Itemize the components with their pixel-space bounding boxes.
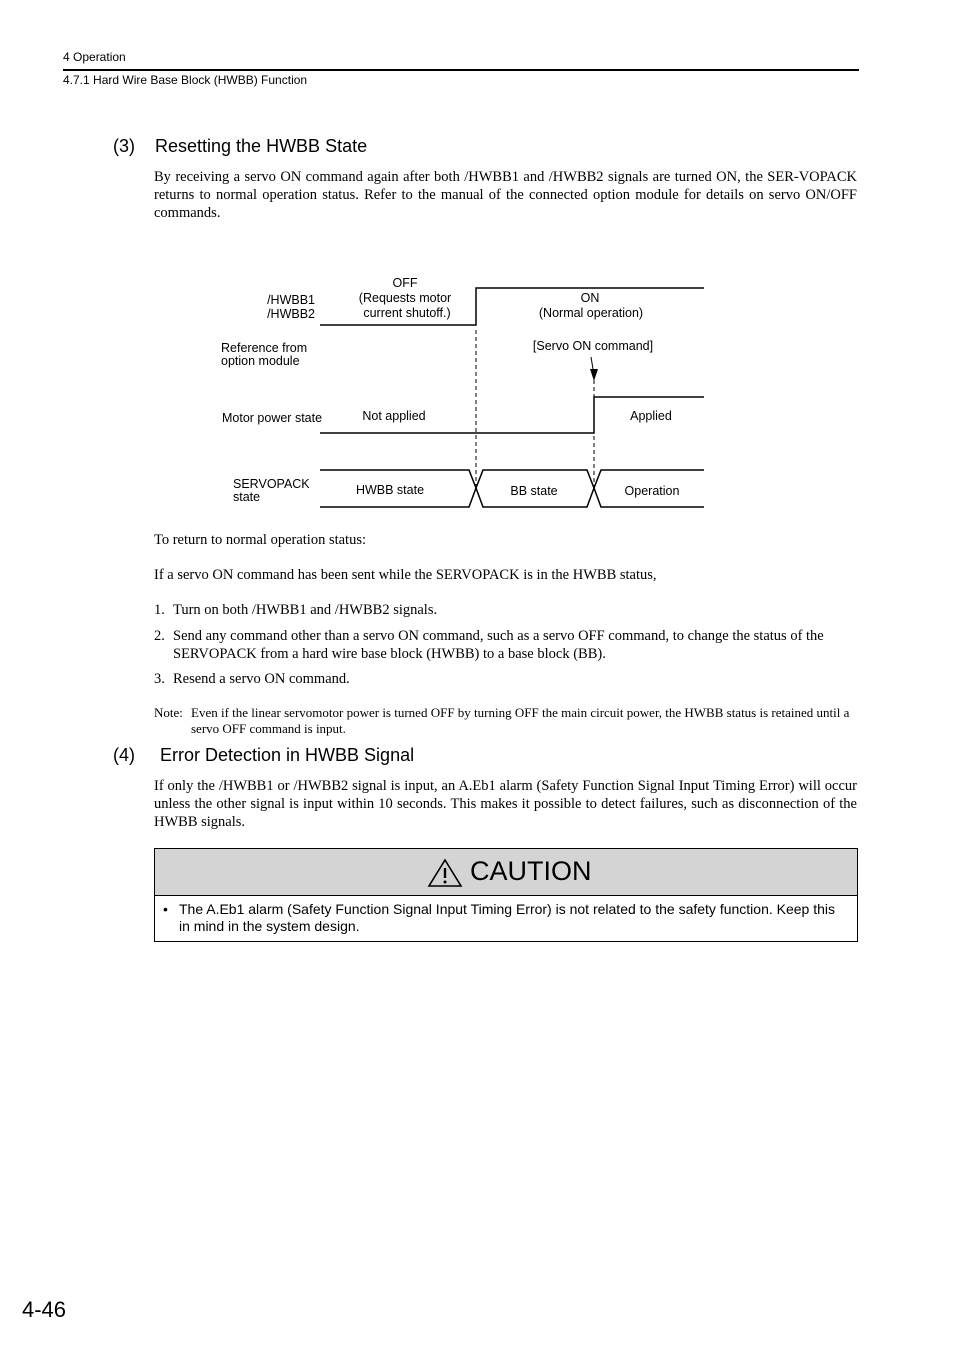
section-4-heading xyxy=(113,745,414,766)
list-item-text: Resend a servo ON command. xyxy=(173,671,350,687)
list-item-number: 1. xyxy=(154,602,165,618)
hwbb-state-label: HWBB state xyxy=(355,483,425,497)
servopack-label-1: SERVOPACK xyxy=(233,477,310,491)
note-text: Even if the linear servomotor power is turned OFF by turning OFF the main circuit power, the HWBB status is retained until a servo OFF command is input. xyxy=(191,705,850,736)
on-sub-label: (Normal operation) xyxy=(538,306,644,320)
servo-on-command-label: [Servo ON command] xyxy=(532,339,654,353)
section-4-title: Error Detection in HWBB Signal xyxy=(160,745,415,765)
timing-diagram xyxy=(0,0,954,540)
warning-triangle-icon xyxy=(427,858,463,888)
caution-header xyxy=(155,849,857,896)
servopack-label-2: state xyxy=(233,490,261,504)
motor-power-label: Motor power state xyxy=(222,411,323,425)
note-label: Note: xyxy=(154,705,183,720)
on-label: ON xyxy=(580,291,600,305)
section-4-number: (4) xyxy=(113,745,135,765)
list-item xyxy=(154,601,857,619)
caution-body xyxy=(163,901,849,935)
reference-label-1: Reference from xyxy=(221,341,308,355)
applied-label: Applied xyxy=(630,409,672,423)
section-3-paragraph: By receiving a servo ON command again after both /HWBB1 and /HWBB2 signals are turned ON, the SER-VOPACK returns to normal operation status. Refer to the manual of the connected option module for details on servo ON/OFF commands. xyxy=(154,169,857,221)
list-item xyxy=(154,670,857,688)
off-label: OFF xyxy=(392,276,418,290)
not-applied-label: Not applied xyxy=(362,409,426,423)
operation-state-label: Operation xyxy=(624,484,680,498)
caution-box xyxy=(154,848,858,942)
list-item xyxy=(154,627,857,663)
off-sub-label-1: (Requests motor xyxy=(358,291,452,305)
servo-on-arrow-head xyxy=(590,369,598,381)
list-item-text: Send any command other than a servo ON command, such as a servo OFF command, to change the status of the SERVOPACK from a hard wire base block (HWBB) to a base block (BB). xyxy=(173,628,824,662)
chapter-header: 4 Operation xyxy=(63,50,126,64)
page-number: 4-46 xyxy=(22,1297,67,1322)
section-header: 4.7.1 Hard Wire Base Block (HWBB) Function xyxy=(63,73,308,87)
steps-intro: To return to normal operation status: xyxy=(154,532,367,548)
list-item-number: 3. xyxy=(154,671,165,687)
note xyxy=(154,705,857,737)
caution-text: The A.Eb1 alarm (Safety Function Signal Input Timing Error) is not related to the safety function. Keep this in mind in the system design. xyxy=(179,901,836,934)
off-sub-label-2: current shutoff.) xyxy=(363,306,451,320)
bb-state-label: BB state xyxy=(510,484,558,498)
steps-condition: If a servo ON command has been sent while the SERVOPACK is in the HWBB status, xyxy=(154,567,657,583)
section-3-title: Resetting the HWBB State xyxy=(155,136,368,156)
section-4-paragraph: If only the /HWBB1 or /HWBB2 signal is input, an A.Eb1 alarm (Safety Function Signal Input Timing Error) will occur unless the other signal is input within 10 seconds. This makes it possible to detect failures, such as disconnection of the HWBB signals. xyxy=(154,778,857,830)
hwbb1-label: /HWBB1 xyxy=(267,293,315,307)
caution-bullet: • xyxy=(163,901,168,917)
list-item-text: Turn on both /HWBB1 and /HWBB2 signals. xyxy=(173,602,438,618)
list-item-number: 2. xyxy=(154,628,165,644)
caution-title: CAUTION xyxy=(470,856,592,886)
hwbb2-label: /HWBB2 xyxy=(267,307,315,321)
reference-label-2: option module xyxy=(221,354,300,368)
section-3-number: (3) xyxy=(113,136,135,156)
